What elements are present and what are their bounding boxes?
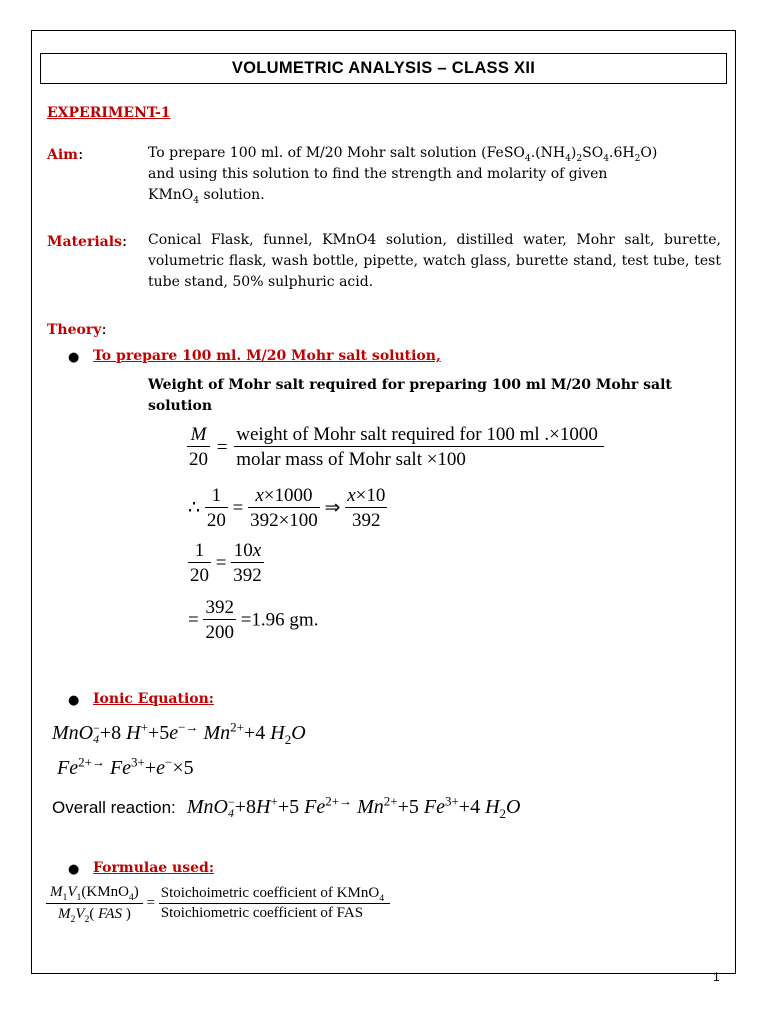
ionic-equation-permanganate: MnO − 4 +8 H++5e−→ $Mn^{2+}+4$ $H_2O$ [52, 719, 306, 747]
ionic-equation-iron: $Fe^{2+\to}$ $Fe^{3+}+e^-\times 5$ [57, 754, 194, 779]
theory-label: Theory [47, 322, 102, 338]
bullet-dot-1: ● [68, 350, 80, 365]
aim-label: Aim [47, 147, 78, 163]
overall-reaction: Overall reaction: MnO − 4 +8H++5 $Fe^{2+\to}$ $Mn^{2+}+5$ $Fe^{3+}+4$ $H_2O$ [52, 793, 521, 821]
aim-line-3: KMnO$_4$ solution. [148, 187, 265, 206]
equation-10x: $\frac{1}{20}$ = $\frac{10x}{392}$ [190, 540, 262, 586]
theory-label-row: Theory: [47, 319, 107, 338]
materials-text: Conical Flask, funnel, KMnO4 solution, distilled water, Mohr salt, burette, volumetric flask, wash bottle, pipette, watch glass, burette stand, test tube, test tube stand, 50% sulphuric acid. [148, 232, 721, 290]
aim-label-row: Aim: [47, 144, 84, 163]
formulae-heading: Formulae used: [93, 860, 214, 876]
page-number: 1 [713, 970, 720, 984]
page-title: VOLUMETRIC ANALYSIS – CLASS XII [40, 53, 727, 84]
aim-text [148, 143, 723, 206]
formula-stoichiometry: $\frac{M_1V_1(KMnO_4)}{M_2V_2( FAS )}$ = $\frac{Stoichoimetric coefficient of KMnO_4}{\text{Stoichiometric coefficient of FAS}}$ [46, 884, 390, 923]
equation-molarity: $\frac{M}{20}$ = $\frac{\text{weight of Mohr salt required for 100 ml .×1000}}{\text{molar mass of Mohr salt ×100}}$ [187, 425, 604, 469]
fraction-weight-formula: $\frac{\text{weight of Mohr salt required for 100 ml .×1000}}{\text{molar mass of Mohr salt ×100}}$ [234, 425, 604, 469]
aim-line-1: To prepare 100 ml. of M/20 Mohr salt solution $(FeSO_4.(NH_4)_2SO_4.6H_2O)$ [148, 145, 658, 164]
materials-label: Materials [47, 234, 122, 250]
equation-therefore: ∴ $\frac{1}{20}$ = $\frac{x\times 1000}{392\times 100}$ ⇒ $\frac{x\times 10}{392}$ [188, 485, 386, 531]
bullet-prepare-solution: To prepare 100 ml. M/20 Mohr salt solution, [93, 348, 441, 364]
ionic-equation-heading: Ionic Equation: [93, 691, 214, 707]
weight-heading: Weight of Mohr salt required for preparing 100 ml M/20 Mohr salt solution [148, 377, 672, 414]
fraction-m-20: $\frac{M}{20}$ [189, 424, 208, 470]
bullet-dot-2: ● [68, 693, 80, 708]
experiment-heading: EXPERIMENT-1 [47, 105, 171, 121]
equation-result: = $\frac{392}{200}$ =1.96 gm. [188, 597, 319, 643]
materials-label-row: Materials: [47, 231, 128, 250]
bullet-dot-3: ● [68, 862, 80, 877]
aim-line-2: and using this solution to find the strength and molarity of given [148, 166, 608, 182]
